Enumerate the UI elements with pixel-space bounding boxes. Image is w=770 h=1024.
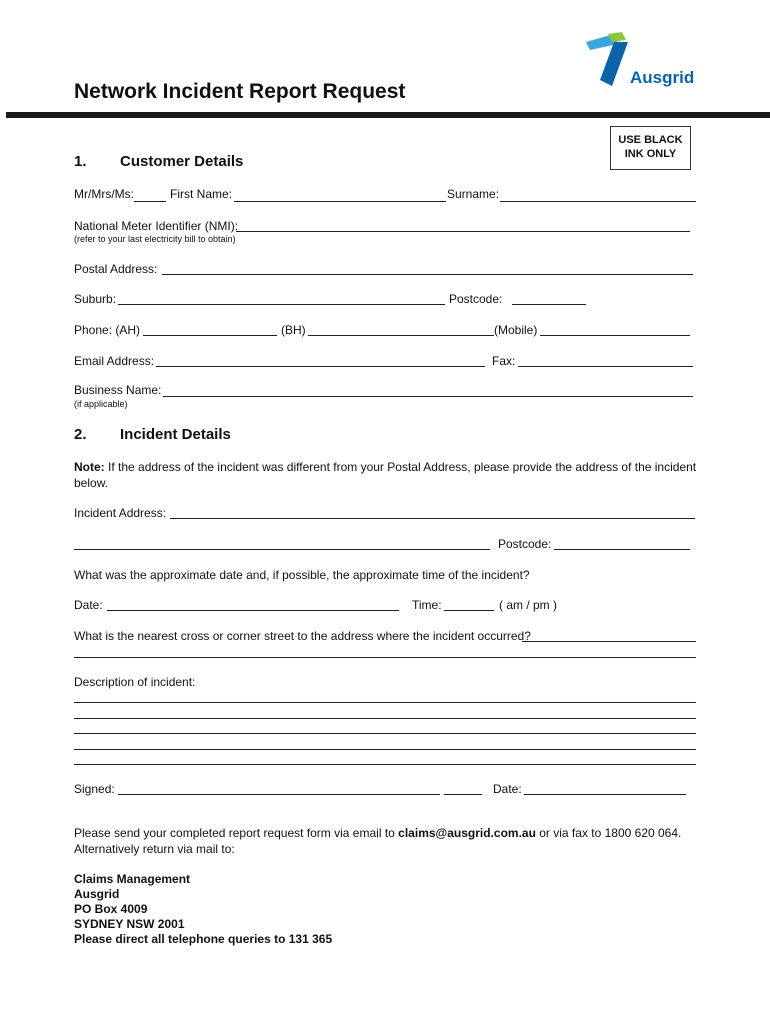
address-line-3: PO Box 4009	[74, 902, 148, 916]
ampm-label: ( am / pm )	[499, 598, 558, 612]
page-title: Network Incident Report Request	[74, 80, 406, 103]
cross-street-field-2[interactable]	[74, 657, 696, 658]
section1-number: 1.	[74, 153, 87, 170]
phone-mobile-field[interactable]	[540, 335, 690, 336]
fax-label: Fax:	[492, 354, 516, 368]
send-text-1: Please send your completed report request form via email to	[74, 826, 399, 840]
send-instructions	[74, 826, 681, 840]
first-name-field[interactable]	[234, 201, 446, 202]
incident-postcode-field[interactable]	[554, 549, 690, 550]
signed-date-field[interactable]	[524, 794, 686, 795]
business-name-field[interactable]	[163, 396, 693, 397]
nmi-field[interactable]	[236, 231, 690, 232]
signature-field[interactable]	[118, 794, 440, 795]
phone-ah-label: Phone: (AH)	[74, 323, 141, 337]
note-label: Note:	[74, 460, 105, 474]
nmi-hint: (refer to your last electricity bill to obtain)	[74, 234, 236, 244]
note-body: If the address of the incident was different from your Postal Address, please provide the address of the incident	[104, 460, 697, 474]
description-line-4[interactable]	[74, 749, 696, 750]
claims-email-link[interactable]: claims@ausgrid.com.au	[398, 826, 536, 840]
section2-number: 2.	[74, 426, 87, 443]
title-label: Mr/Mrs/Ms:	[74, 187, 134, 201]
date-label: Date:	[74, 598, 103, 612]
ink-notice-box	[610, 126, 691, 170]
incident-time-field[interactable]	[444, 610, 494, 611]
phone-bh-field[interactable]	[308, 335, 494, 336]
suburb-label: Suburb:	[74, 292, 117, 306]
postal-address-label: Postal Address:	[74, 262, 158, 276]
description-line-1[interactable]	[74, 702, 696, 703]
description-line-5[interactable]	[74, 764, 696, 765]
address-line-4: SYDNEY NSW 2001	[74, 917, 185, 931]
logo-text: Ausgrid	[630, 68, 695, 87]
mailing-address	[74, 872, 332, 947]
cross-street-field[interactable]	[522, 641, 696, 642]
incident-date-field[interactable]	[107, 610, 399, 611]
address-line-1: Claims Management	[74, 872, 191, 886]
incident-address-line2[interactable]	[74, 549, 490, 550]
address-line-2: Ausgrid	[74, 887, 120, 901]
suburb-field[interactable]	[118, 304, 445, 305]
send-text-2: or via fax to 1800 620 064.	[535, 826, 682, 840]
phone-mobile-label: (Mobile)	[494, 323, 538, 337]
when-question: What was the approximate date and, if possible, the approximate time of the incident?	[74, 568, 530, 582]
note-text	[74, 460, 696, 474]
ink-notice-line1: USE BLACK	[618, 134, 683, 146]
signed-date-label: Date:	[493, 782, 522, 796]
header-rule	[6, 112, 770, 118]
surname-field[interactable]	[500, 201, 696, 202]
signature-field-extra[interactable]	[444, 794, 482, 795]
incident-address-label: Incident Address:	[74, 506, 167, 520]
postal-address-field[interactable]	[162, 274, 693, 275]
ausgrid-logo	[584, 30, 699, 92]
section1-title: Customer Details	[120, 153, 244, 170]
postcode-label: Postcode:	[449, 292, 503, 306]
telephone-note: Please direct all telephone queries to 131 365	[74, 932, 333, 946]
time-label: Time:	[412, 598, 442, 612]
description-line-3[interactable]	[74, 733, 696, 734]
nmi-label: National Meter Identifier (NMI):	[74, 219, 239, 233]
email-field[interactable]	[156, 366, 485, 367]
business-hint: (if applicable)	[74, 399, 128, 409]
note-text-2: below.	[74, 476, 109, 490]
postcode-field[interactable]	[512, 304, 586, 305]
cross-street-question: What is the nearest cross or corner street to the address where the incident occurred?	[74, 629, 531, 643]
phone-ah-field[interactable]	[143, 335, 277, 336]
incident-address-field[interactable]	[170, 518, 695, 519]
surname-label: Surname:	[447, 187, 500, 201]
description-line-2[interactable]	[74, 718, 696, 719]
email-label: Email Address:	[74, 354, 155, 368]
ink-notice-line2: INK ONLY	[624, 148, 677, 160]
section2-title: Incident Details	[120, 426, 231, 443]
incident-postcode-label: Postcode:	[498, 537, 552, 551]
description-label: Description of incident:	[74, 675, 196, 689]
send-text-3: Alternatively return via mail to:	[74, 842, 235, 856]
phone-bh-label: (BH)	[281, 323, 306, 337]
signed-label: Signed:	[74, 782, 115, 796]
title-field[interactable]	[134, 201, 166, 202]
fax-field[interactable]	[518, 366, 693, 367]
first-name-label: First Name:	[170, 187, 233, 201]
business-name-label: Business Name:	[74, 383, 162, 397]
